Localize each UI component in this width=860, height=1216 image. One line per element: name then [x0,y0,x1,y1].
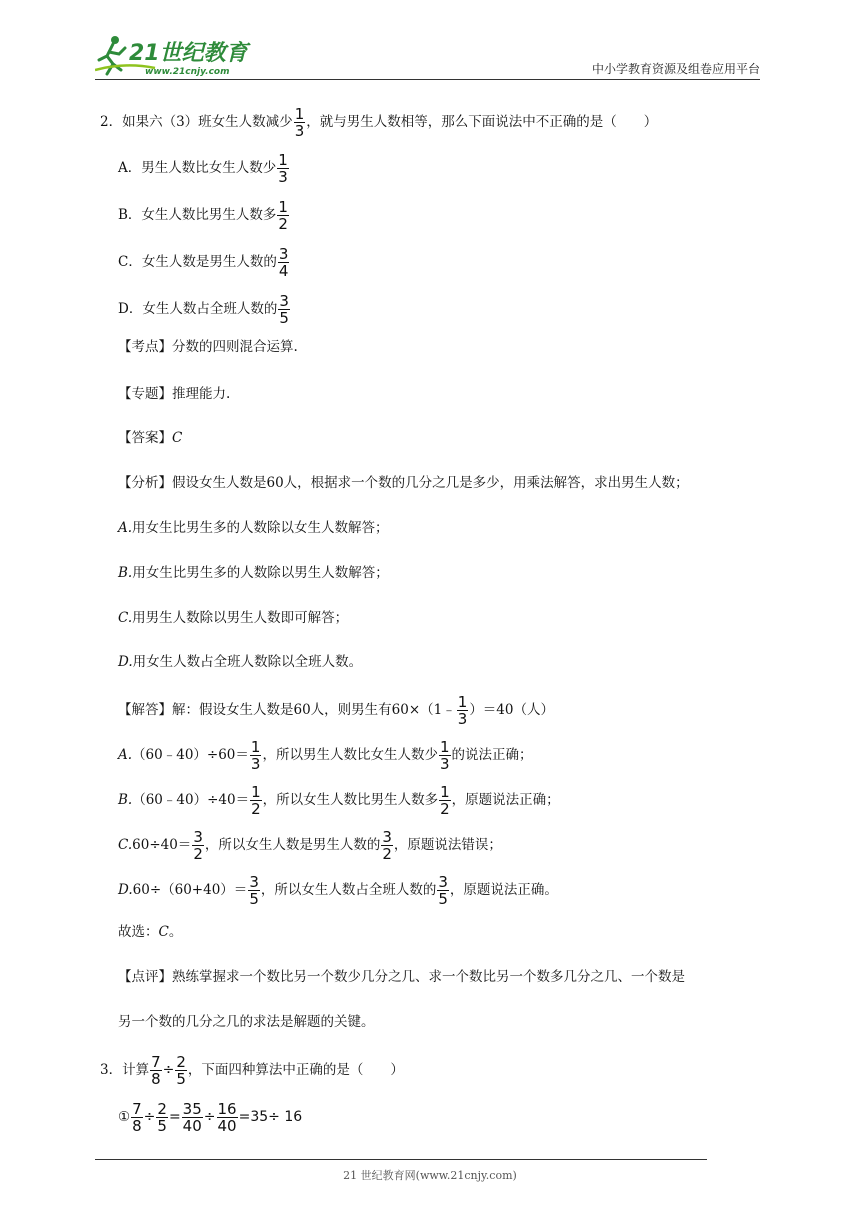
header-rule [95,79,760,80]
fraction: $\frac{1}{3}$ [294,105,305,140]
q2-fenxi-b: B.用女生比男生多的人数除以男生人数解答； [118,565,389,581]
svg-text:www.21cnjy.com: www.21cnjy.com [145,67,230,77]
q2-conclusion: 故选：C。 [118,924,183,940]
q2-zhuanti: 【专题】推理能力. [118,386,231,402]
fraction: $\frac{1}{2}$ [251,783,261,818]
fraction: $\frac{1}{2}$ [278,198,288,233]
q3-option-1: ① $\frac{7}{8}$ ÷ $\frac{2}{5}$ = $\frac{35}{40}$ ÷ $\frac{16}{40}$ =35÷ 16 [118,1100,303,1135]
q2-answer: 【答案】C [118,430,183,446]
fraction: $\frac{3}{2}$ [193,828,203,863]
fraction: $\frac{7}{8}$ [132,1100,142,1135]
fraction: $\frac{16}{40}$ [217,1100,237,1135]
footer-text: 21 世纪教育网(www.21cnjy.com) [343,1169,517,1182]
fraction: $\frac{1}{3}$ [439,738,450,773]
fraction: $\frac{7}{8}$ [151,1053,161,1088]
fraction: $\frac{2}{5}$ [176,1053,186,1088]
svg-text:21世纪教育: 21世纪教育 [129,41,248,66]
fraction: $\frac{3}{5}$ [438,873,448,908]
q2-option-d: D．女生人数占全班人数的 $\frac{3}{5}$ [118,292,289,327]
q2-option-b: B．女生人数比男生人数多 $\frac{1}{2}$ [118,198,288,233]
q2-jieda: 【解答】解：假设女生人数是60人，则男生有60×（1﹣ $\frac{1}{3}$ ）＝40（人） [118,693,554,728]
q2-dianping-1: 【点评】熟练掌握求一个数比另一个数少几分之几、求一个数比另一个数多几分之几、一个数是 [118,969,685,985]
q2-fenxi-d: D.用女生人数占全班人数除以全班人数。 [118,654,363,670]
fraction: $\frac{35}{40}$ [182,1100,202,1135]
q2-step-c: C.60÷40＝ $\frac{3}{2}$ ，所以女生人数是男生人数的 $\frac{3}{2}$ ，原题说法错误； [118,828,502,863]
fraction: $\frac{1}{3}$ [250,738,261,773]
fraction: $\frac{1}{3}$ [278,151,288,186]
q3-stem: 3．计算 $\frac{7}{8}$ ÷ $\frac{2}{5}$ ，下面四种算法中正确的是（ ） [100,1053,404,1088]
q2-step-d: D.60÷（60+40）＝ $\frac{3}{5}$ ，所以女生人数占全班人数的 $\frac{3}{5}$ ，原题说法正确。 [118,873,558,908]
q2-stem: 2．如果六（3）班女生人数减少 $\frac{1}{3}$ ，就与男生人数相等，那么下面说法中不正确的是（ ） [100,105,658,140]
fraction: $\frac{2}{5}$ [157,1100,167,1135]
q2-kaodian: 【考点】分数的四则混合运算. [118,339,298,355]
fraction: $\frac{3}{5}$ [279,292,289,327]
q2-fenxi-c: C.用男生人数除以男生人数即可解答； [118,610,349,626]
q2-option-a: A．男生人数比女生人数少 $\frac{1}{3}$ [118,151,288,186]
header-slogan: 中小学教育资源及组卷应用平台 [591,62,760,76]
q2-option-c: C．女生人数是男生人数的 $\frac{3}{4}$ [118,245,289,280]
logo-21cnjy [95,30,265,78]
q2-fenxi: 【分析】假设女生人数是60人，根据求一个数的几分之几是多少，用乘法解答，求出男生人数； [118,475,689,491]
fraction: $\frac{3}{2}$ [382,828,392,863]
fraction: $\frac{3}{5}$ [249,873,259,908]
page-header [95,30,760,80]
q2-step-a: A.（60﹣40）÷60＝ $\frac{1}{3}$ ，所以男生人数比女生人数少 $\frac{1}{3}$ 的说法正确； [118,738,533,773]
fraction: $\frac{3}{4}$ [278,245,289,280]
fraction: $\frac{1}{3}$ [457,693,468,728]
footer-rule [95,1159,707,1160]
fraction: $\frac{1}{2}$ [440,783,450,818]
q2-fenxi-a: A.用女生比男生多的人数除以女生人数解答； [118,520,389,536]
q2-step-b: B.（60﹣40）÷40＝ $\frac{1}{2}$ ，所以女生人数比男生人数多 $\frac{1}{2}$ ，原题说法正确； [118,783,560,818]
q2-dianping-2: 另一个数的几分之几的求法是解题的关键。 [118,1014,375,1030]
